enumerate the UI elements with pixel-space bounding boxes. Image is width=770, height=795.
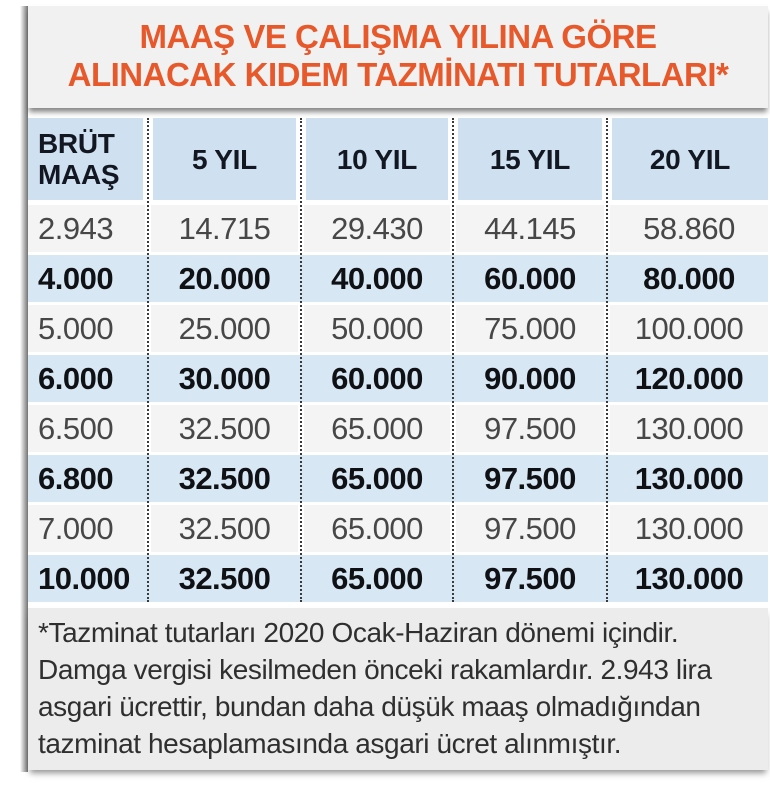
table-cell: 130.000 bbox=[607, 455, 768, 502]
table-row bbox=[28, 505, 768, 552]
table-cell: 6.500 bbox=[28, 405, 148, 452]
table-cell: 29.430 bbox=[301, 205, 453, 252]
infographic-title bbox=[28, 6, 768, 108]
title-line-2: ALINACAK KIDEM TAZMİNATI TUTARLARI* bbox=[67, 56, 729, 93]
table-cell: 65.000 bbox=[301, 555, 453, 602]
table-cell: 20.000 bbox=[148, 255, 301, 302]
table-cell: 30.000 bbox=[148, 355, 301, 402]
table-cell: 97.500 bbox=[453, 405, 607, 452]
table-row bbox=[28, 555, 768, 602]
header-cell-10-yil: 10 YIL bbox=[301, 118, 453, 200]
header-cell-5-yil: 5 YIL bbox=[148, 118, 301, 200]
table-cell: 58.860 bbox=[607, 205, 768, 252]
table-row bbox=[28, 355, 768, 402]
table-cell: 40.000 bbox=[301, 255, 453, 302]
table-cell: 14.715 bbox=[148, 205, 301, 252]
table-cell: 50.000 bbox=[301, 305, 453, 352]
table-cell: 97.500 bbox=[453, 455, 607, 502]
table-cell: 60.000 bbox=[301, 355, 453, 402]
table-cell: 65.000 bbox=[301, 455, 453, 502]
table-row bbox=[28, 455, 768, 502]
table-cell: 80.000 bbox=[607, 255, 768, 302]
table-cell: 60.000 bbox=[453, 255, 607, 302]
table-cell: 25.000 bbox=[148, 305, 301, 352]
table-cell: 100.000 bbox=[607, 305, 768, 352]
table-cell: 65.000 bbox=[301, 405, 453, 452]
table-cell: 130.000 bbox=[607, 505, 768, 552]
table-cell: 4.000 bbox=[28, 255, 148, 302]
table-cell: 6.800 bbox=[28, 455, 148, 502]
header-cell-brut-maas: BRÜT MAAŞ bbox=[28, 118, 148, 200]
table-cell: 130.000 bbox=[607, 405, 768, 452]
column-divider bbox=[147, 118, 149, 602]
table-cell: 32.500 bbox=[148, 405, 301, 452]
table-cell: 2.943 bbox=[28, 205, 148, 252]
table-cell: 5.000 bbox=[28, 305, 148, 352]
table-cell: 75.000 bbox=[453, 305, 607, 352]
header-cell-20-yil: 20 YIL bbox=[607, 118, 768, 200]
table-cell: 32.500 bbox=[148, 455, 301, 502]
table-cell: 130.000 bbox=[607, 555, 768, 602]
table-cell: 97.500 bbox=[453, 505, 607, 552]
card-left-shadow bbox=[20, 6, 28, 772]
title-line-1: MAAŞ VE ÇALIŞMA YILINA GÖRE bbox=[139, 18, 657, 55]
table-cell: 6.000 bbox=[28, 355, 148, 402]
footnote: *Tazminat tutarları 2020 Ocak-Haziran dönemi içindir. Damga vergisi kesilmeden önceki rakamlardır. 2.943 lira asgari ücrettir, bundan daha düşük maaş olmadığından tazminat hesaplamasında asgari ücret alınmıştır. bbox=[28, 608, 768, 770]
column-divider bbox=[452, 118, 454, 602]
severance-table bbox=[28, 118, 768, 602]
table-row bbox=[28, 305, 768, 352]
table-cell: 90.000 bbox=[453, 355, 607, 402]
table-cell: 7.000 bbox=[28, 505, 148, 552]
header-cell-15-yil: 15 YIL bbox=[453, 118, 607, 200]
table-header-row bbox=[28, 118, 768, 200]
table-row bbox=[28, 205, 768, 252]
column-divider bbox=[606, 118, 608, 602]
table-row bbox=[28, 405, 768, 452]
infographic-card bbox=[28, 6, 768, 770]
table-cell: 32.500 bbox=[148, 505, 301, 552]
column-divider bbox=[300, 118, 302, 602]
table-row bbox=[28, 255, 768, 302]
table-cell: 65.000 bbox=[301, 505, 453, 552]
table-cell: 44.145 bbox=[453, 205, 607, 252]
table-cell: 10.000 bbox=[28, 555, 148, 602]
table-cell: 32.500 bbox=[148, 555, 301, 602]
table-cell: 120.000 bbox=[607, 355, 768, 402]
table-cell: 97.500 bbox=[453, 555, 607, 602]
